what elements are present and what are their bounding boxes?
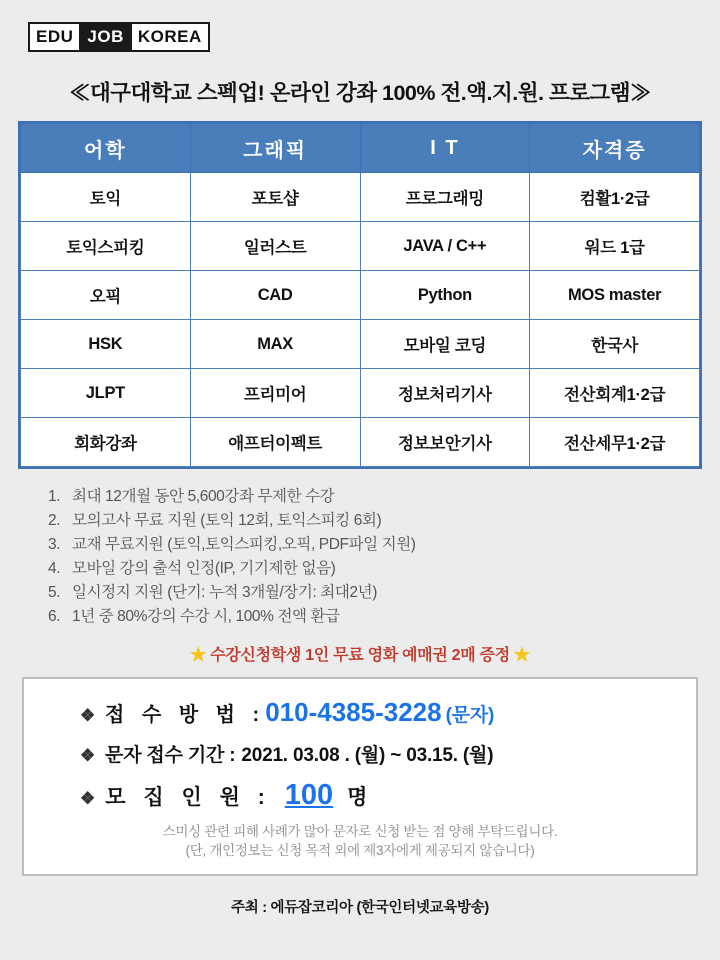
table-cell: MOS master	[530, 271, 700, 320]
table-cell: 일러스트	[190, 222, 360, 271]
list-item-number: 4.	[48, 560, 61, 577]
table-row	[21, 369, 700, 418]
list-item	[48, 605, 720, 628]
table-cell: 한국사	[530, 320, 700, 369]
table-header-cell: 어학	[21, 124, 191, 173]
recruit-count-value: 100	[284, 779, 334, 811]
table-cell: 전산회계1·2급	[530, 369, 700, 418]
edujobkorea-logo	[28, 22, 210, 52]
table-cell: 모바일 코딩	[360, 320, 530, 369]
list-item	[48, 581, 720, 604]
recruit-count-unit: 명	[347, 786, 368, 809]
list-item-text: 모바일 강의 출석 인정(IP, 기기제한 없음)	[72, 560, 336, 577]
star-icon: ★	[190, 647, 206, 664]
list-item	[48, 533, 720, 556]
table-cell: 프로그래밍	[360, 173, 530, 222]
table-cell: 포토샵	[190, 173, 360, 222]
table-cell: 토익스피킹	[21, 222, 191, 271]
diamond-bullet-icon: ❖	[80, 706, 96, 725]
table-header-cell: 자격증	[530, 124, 700, 173]
application-note-line1: 스미싱 관련 피해 사례가 많아 문자로 신청 받는 점 양해 부탁드립니다.	[162, 824, 558, 839]
list-item-text: 최대 12개월 동안 5,600강좌 무제한 수강	[72, 488, 335, 505]
list-item-text: 모의고사 무료 지원 (토익 12회, 토익스피킹 6회)	[72, 512, 382, 529]
application-method-row	[44, 697, 676, 728]
table-cell: 프리미어	[190, 369, 360, 418]
table-cell: 전산세무1·2급	[530, 418, 700, 467]
list-item-number: 3.	[48, 536, 61, 553]
list-item-text: 1년 중 80%강의 수강 시, 100% 전액 환급	[72, 608, 340, 625]
application-period-row	[44, 740, 676, 767]
table-cell: 워드 1급	[530, 222, 700, 271]
table-row	[21, 271, 700, 320]
star-icon: ★	[514, 647, 530, 664]
recruit-count-label: 모 집 인 원 :	[105, 786, 271, 809]
courses-table	[20, 123, 700, 467]
footer-host: 주최 : 에듀잡코리아 (한국인터넷교육방송)	[231, 900, 489, 916]
table-cell: 컴활1·2급	[530, 173, 700, 222]
phone-note: (문자)	[445, 705, 495, 726]
phone-number[interactable]: 010-4385-3228	[265, 697, 442, 727]
table-row	[21, 222, 700, 271]
list-item	[48, 485, 720, 508]
list-item-number: 5.	[48, 584, 61, 601]
logo-segment-job: JOB	[81, 24, 129, 50]
application-method-label: 접 수 방 법 :	[105, 704, 266, 726]
logo-bar	[0, 0, 720, 66]
table-header-cell: 그래픽	[190, 124, 360, 173]
table-cell: CAD	[190, 271, 360, 320]
table-cell: JLPT	[21, 369, 191, 418]
table-cell: 토익	[21, 173, 191, 222]
application-note-line2: (단, 개인정보는 신청 목적 외에 제3자에게 제공되지 않습니다)	[185, 843, 535, 858]
table-header-cell: I T	[360, 124, 530, 173]
courses-table-container	[18, 121, 702, 469]
list-item	[48, 557, 720, 580]
diamond-bullet-icon: ❖	[80, 746, 96, 765]
list-item	[48, 509, 720, 532]
table-header-row	[21, 124, 700, 173]
table-row	[21, 173, 700, 222]
list-item-number: 1.	[48, 488, 61, 505]
table-cell: 애프터이펙트	[190, 418, 360, 467]
application-note	[44, 822, 676, 860]
promo-highlight-text: 수강신청학생 1인 무료 영화 예매권 2매 증정	[210, 647, 510, 664]
recruit-count-row	[44, 779, 676, 812]
page-title: ≪대구대학교 스펙업! 온라인 강좌 100% 전.액.지.원. 프로그램≫	[68, 81, 652, 105]
list-item-number: 2.	[48, 512, 61, 529]
table-cell: 정보처리기사	[360, 369, 530, 418]
list-item-number: 6.	[48, 608, 61, 625]
logo-segment-edu: EDU	[30, 24, 79, 50]
logo-segment-korea: KOREA	[132, 24, 208, 50]
table-cell: 오픽	[21, 271, 191, 320]
table-row	[21, 320, 700, 369]
list-item-text: 일시정지 지원 (단기: 누적 3개월/장기: 최대2년)	[72, 584, 377, 601]
table-cell: 회화강좌	[21, 418, 191, 467]
table-row	[21, 418, 700, 467]
table-cell: HSK	[21, 320, 191, 369]
table-cell: 정보보안기사	[360, 418, 530, 467]
list-item-text: 교재 무료지원 (토익,토익스피킹,오픽, PDF파일 지원)	[72, 536, 416, 553]
application-period-value: 2021. 03.08 . (월) ~ 03.15. (월)	[241, 745, 494, 766]
table-cell: JAVA / C++	[360, 222, 530, 271]
application-info-box	[22, 677, 698, 876]
table-cell: MAX	[190, 320, 360, 369]
application-period-label: 문자 접수 기간 :	[105, 745, 236, 766]
table-cell: Python	[360, 271, 530, 320]
diamond-bullet-icon: ❖	[80, 789, 96, 808]
benefits-list	[48, 485, 720, 628]
promo-highlight	[0, 642, 720, 665]
